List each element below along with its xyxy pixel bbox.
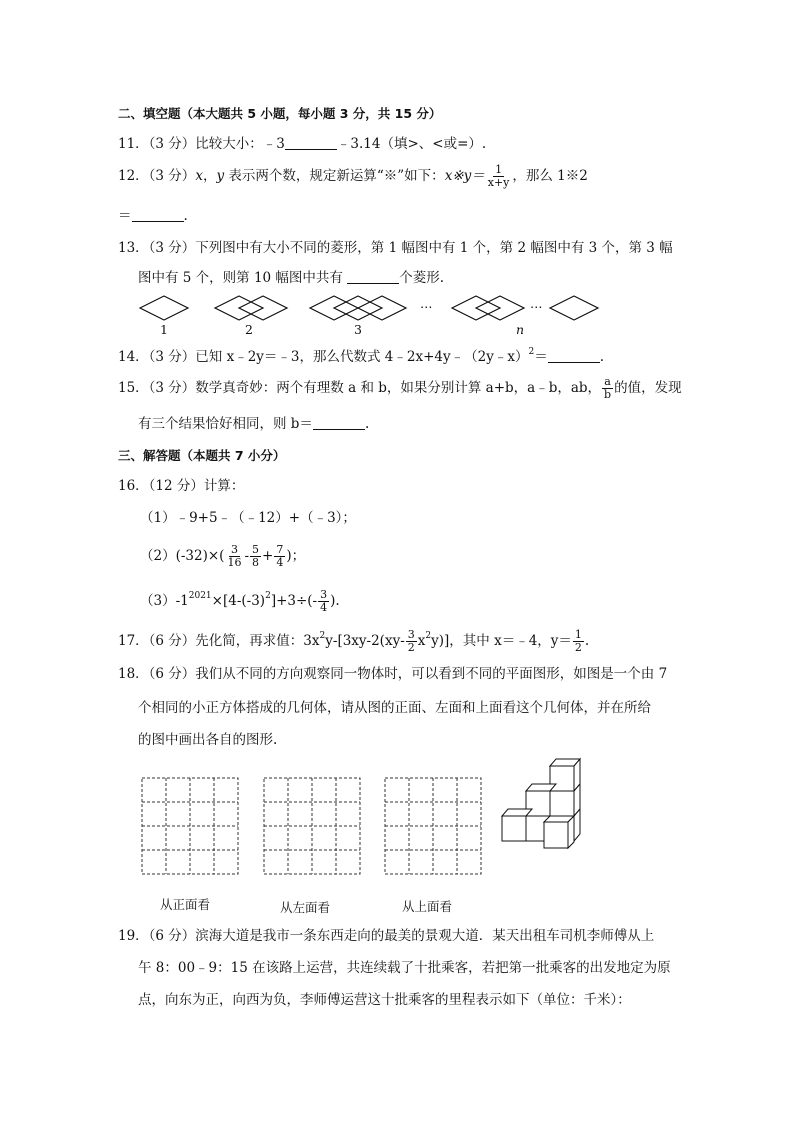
q11-text: 11．（3 分）比较大小：﹣3: [118, 136, 285, 152]
question-13-line2: [138, 268, 444, 288]
frac-num: 3: [407, 628, 415, 641]
cube-front: [544, 822, 568, 848]
q16-part3: [140, 586, 340, 614]
frac-num: 5: [252, 543, 260, 556]
q12-equals: ＝: [118, 208, 132, 224]
q13-answer-blank[interactable]: [347, 269, 399, 284]
q16-p3-sup2: 2: [265, 591, 271, 601]
rhombus-fign-c: [550, 296, 598, 320]
cube-side: [568, 816, 574, 848]
q11-answer-blank[interactable]: [285, 135, 337, 150]
frac-num: 7: [276, 543, 284, 556]
q17-mid: y-[3xy-2(xy-: [325, 633, 405, 649]
section-2-title: 二、填空题（本大题共 5 小题，每小题 3 分，共 15 分）: [118, 106, 442, 121]
q16-p3-mid2: ]+3÷(-: [270, 593, 318, 609]
cube-top: [526, 784, 556, 791]
q14-period: .: [599, 349, 604, 365]
q15-frac-den: b: [604, 388, 612, 401]
q12-expr: x※y＝: [444, 168, 485, 184]
cube-stack-figure: [496, 756, 592, 856]
fig-label-2: 2: [245, 322, 253, 337]
question-19: 19．（6 分）滨海大道是我市一条东西走向的最美的景观大道．某天出租车司机李师傅从上: [118, 928, 655, 944]
q17-period: .: [584, 633, 590, 649]
minus: -: [244, 548, 250, 564]
frac-den: 2: [574, 641, 582, 654]
ellipsis-1: …: [420, 296, 433, 311]
q17-sup2: 2: [425, 631, 432, 641]
q16-part1: （1）﹣9+5﹣（﹣12）+（﹣3）；: [140, 510, 356, 526]
q15-frac-num: a: [604, 375, 611, 388]
question-11: [118, 134, 486, 154]
q12-var-x: x: [195, 168, 203, 184]
label-front-view: 从正面看: [160, 897, 211, 912]
q15-text: 15．（3 分）数学真奇妙：两个有理数 a 和 b，如果分别计算 a+b，a﹣b，ab，: [118, 380, 602, 396]
q12-fraction: [486, 164, 512, 189]
q17-cond: y)]，其中 x＝﹣4，y＝: [431, 633, 572, 649]
cube-front: [550, 791, 574, 816]
q17-sup1: 2: [319, 631, 326, 641]
q12-text-end: ，那么 1※2: [512, 168, 588, 184]
q16-p3-start: （3）-1: [140, 593, 189, 609]
q14-equals: ＝: [534, 349, 548, 365]
q17-frac2: [573, 629, 584, 654]
question-17: [118, 626, 589, 654]
frac-num: 3: [320, 588, 328, 601]
q17-frac: [406, 629, 417, 654]
question-14: [118, 342, 604, 367]
fig-label-1: 1: [160, 322, 168, 337]
q16-p3-sup: 2021: [188, 591, 212, 601]
q16-part2: [140, 544, 305, 569]
q15-period: .: [364, 416, 370, 432]
q16-p3-end: ).: [330, 593, 340, 609]
fig-label-3: 3: [354, 322, 362, 337]
label-top-view: 从上面看: [402, 899, 453, 914]
q12-comma: ，: [202, 168, 217, 184]
q15-answer-blank[interactable]: [313, 415, 365, 430]
q12-var-y: y: [216, 168, 225, 184]
rhombus-fig1: [140, 296, 188, 320]
q12-period: .: [183, 208, 188, 224]
q14-sup: 2: [528, 347, 535, 357]
q16-p2-frac3: [274, 544, 285, 569]
cube-front: [502, 816, 526, 841]
q12-frac-den: x+y: [487, 176, 510, 189]
question-15-line2: [138, 414, 369, 434]
frac-den: 8: [252, 556, 260, 569]
q17-x: x: [417, 633, 426, 649]
frac-den: 4: [276, 556, 284, 569]
q12-desc: 表示两个数，规定新运算“※”如下：: [224, 168, 445, 184]
question-12: [118, 164, 588, 189]
q16-p3-mid: ×[4-(-3): [211, 593, 266, 609]
q16-p2-end: )；: [286, 548, 306, 564]
cube-top: [502, 809, 532, 816]
question-16: 16．（12 分）计算：: [118, 478, 245, 494]
q16-p2-frac2: [250, 544, 261, 569]
question-13: 13．（3 分）下列图中有大小不同的菱形，第 1 幅图中有 1 个，第 2 幅图中有 3 个，第 3 幅: [118, 240, 673, 256]
q17-start: 17．（6 分）先化简，再求值：3x: [118, 633, 320, 649]
q16-p2-start: （2）(-32)×(: [140, 548, 225, 564]
question-18-line2: 个相同的小正方体搭成的几何体，请从图的正面、左面和上面看这个几何体，并在所给: [138, 700, 651, 716]
label-left-view: 从左面看: [280, 900, 331, 915]
plus: +: [262, 548, 274, 564]
question-18-line3: 的图中画出各自的图形.: [138, 732, 278, 748]
question-12-line2: [118, 206, 188, 226]
ellipsis-2: …: [530, 296, 543, 311]
question-15: [118, 376, 682, 401]
q15-line2-text: 有三个结果恰好相同，则 b＝: [138, 416, 313, 432]
q12-answer-blank[interactable]: [132, 207, 184, 222]
section-3-title: 三、解答题（本题共 7 小分）: [118, 448, 286, 463]
frac-den: 4: [320, 601, 328, 614]
q15-text-end: 的值，发现: [614, 380, 682, 396]
q16-p2-frac1: [225, 544, 243, 569]
q12-prefix: 12．（3 分）: [118, 168, 196, 184]
frac-num: 1: [574, 628, 582, 641]
question-18: 18．（6 分）我们从不同的方向观察同一物体时，可以看到不同的平面图形，如图是一个由 7: [118, 666, 668, 682]
frac-den: 16: [227, 556, 242, 569]
q12-frac-num: 1: [495, 163, 503, 176]
fig-label-n: n: [516, 322, 525, 337]
q13-text-end: 个菱形.: [399, 270, 445, 286]
q13-text: 图中有 5 个，则第 10 幅图中共有: [138, 270, 348, 286]
frac-num: 3: [230, 543, 238, 556]
grid-front-view[interactable]: [140, 776, 240, 876]
question-19-line3: 点，向东为正，向西为负，李师傅运营这十批乘客的里程表示如下（单位：千米）：: [138, 992, 631, 1008]
grid-left-view[interactable]: [262, 776, 362, 876]
question-19-line2: 午 8：00﹣9：15 在该路上运营，共连续载了十批乘客，若把第一批乘客的出发地定为原: [138, 960, 671, 976]
q16-p3-frac: [318, 589, 329, 614]
grid-top-view[interactable]: [383, 776, 483, 876]
q14-text: 14．（3 分）已知 x﹣2y＝﹣3，那么代数式 4﹣2x+4y﹣（2y﹣x）: [118, 349, 529, 365]
q11-tail: ﹣3.14（填>、<或=）.: [336, 136, 487, 152]
frac-den: 2: [407, 641, 415, 654]
q15-fraction: [602, 376, 613, 401]
q14-answer-blank[interactable]: [548, 348, 600, 363]
